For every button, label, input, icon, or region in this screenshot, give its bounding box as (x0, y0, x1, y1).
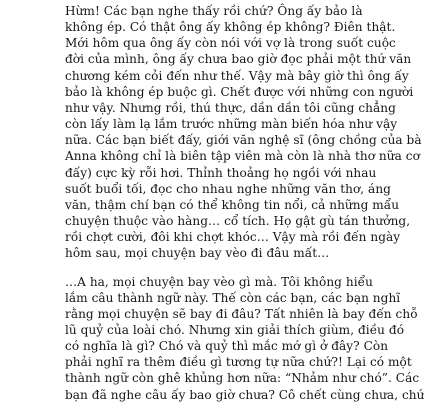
text-line: hôm sau, mọi chuyện bay vèo đi đâu mất… (65, 246, 330, 261)
text-line: nữa. Các bạn biết đấy, giới văn nghệ sĩ (ông chồng của bà (65, 133, 422, 148)
text-line: …A ha, mọi chuyện bay vèo gì mà. Tôi không hiểu (65, 274, 373, 289)
text-line: Hừm! Các bạn nghe thấy rồi chứ? Ông ấy bảo là (65, 4, 363, 18)
text-line: bảo là không ép buộc gì. Chết được với những con người (65, 84, 414, 99)
page-left-margin (0, 0, 28, 400)
text-line: thành ngữ còn ghê khủng hơn nữa: “Nhảm như chó”. Các (65, 371, 420, 386)
body-text (30, 3, 424, 403)
text-line: bạn đã nghe câu ấy bao giờ chưa? Cô chết cùng chưa, chứ (65, 387, 424, 402)
text-line: phải nghĩ ra thêm điều gì tương tự nữa chứ?! Lại có một (65, 355, 412, 370)
text-line: Mới hôm qua ông ấy còn nói với vợ là trong suốt cuộc (65, 36, 396, 51)
text-line: Anna không chỉ là biên tập viên mà còn là nhà thơ nữa cơ (65, 149, 420, 164)
text-line: rằng mọi chuyện sẽ bay đi đâu? Tất nhiên là bay đến chỗ (65, 306, 418, 321)
paragraph-1 (30, 3, 422, 262)
text-line: như vậy. Nhưng rồi, thú thực, dần dần tôi cũng chẳng (65, 100, 396, 115)
text-line: đời của mình, ông ấy chưa bao giờ đọc phải một thứ văn (65, 52, 412, 67)
text-line: lũ quỷ của loài chó. Nhưng xin giải thích giùm, điều đó (65, 322, 405, 337)
text-line: lắm câu thành ngữ này. Thế còn các bạn, các bạn nghĩ (65, 290, 401, 305)
text-line: suốt buổi tối, đọc cho nhau nghe những văn thơ, áng (65, 181, 391, 196)
paragraph-2 (30, 274, 424, 403)
text-line: chương kém cỏi đến như thế. Vậy mà bây giờ thì ông ấy (65, 68, 409, 83)
text-line: đấy) cực kỳ rỗi hơi. Thỉnh thoảng họ ngồi với nhau (65, 165, 377, 180)
text-line: chuyện thuộc vào hàng… cổ tích. Họ gật gù tán thưởng, (65, 214, 411, 229)
text-line: văn, thậm chí bạn có thể không tin nổi, cả những mẩu (65, 197, 400, 212)
text-line: có nghĩa là gì? Chó và quỷ thì mắc mớ gì ở đây? Còn (65, 339, 389, 354)
text-line: không ép. Có thật ông ấy không ép không? Điên thật. (65, 20, 396, 35)
text-line: rồi chợt cười, đôi khi chợt khóc… Vậy mà rồi đến ngày (65, 230, 401, 245)
text-line: còn lấy làm lạ lắm trước những màn biến hóa như vậy (65, 117, 398, 132)
